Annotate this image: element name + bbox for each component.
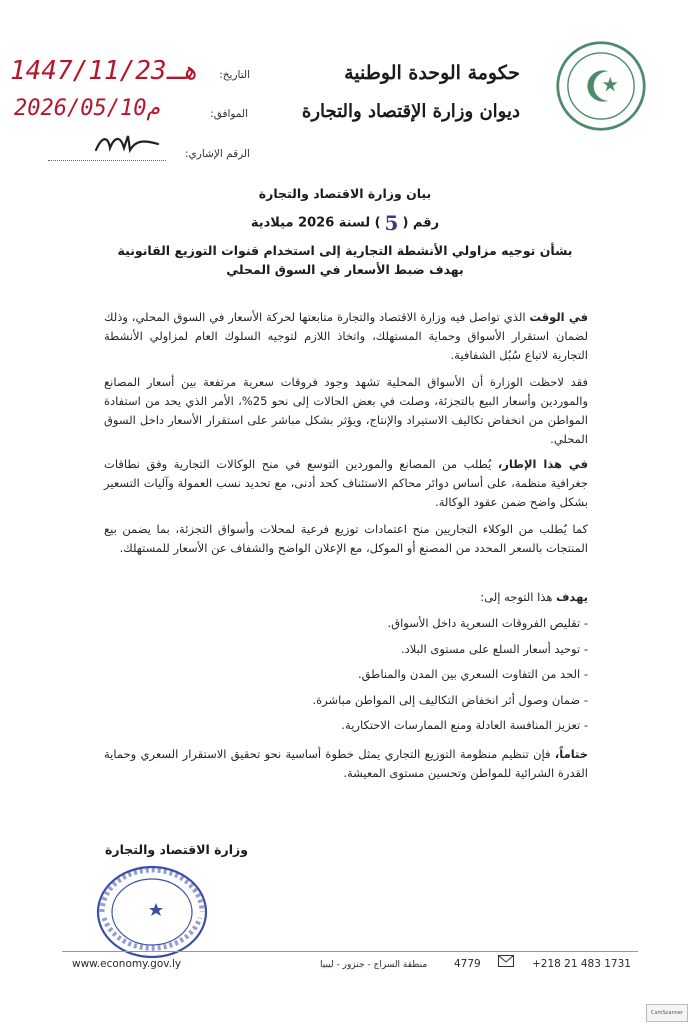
camscanner-watermark: CamScanner <box>646 1004 688 1022</box>
footer-website[interactable]: www.economy.gov.ly <box>72 958 182 970</box>
footer-phone: +218 21 483 1731 <box>532 958 631 970</box>
footer-po-box: 4779 <box>454 958 481 970</box>
reference-dotted-line <box>48 160 166 161</box>
reference-signature-scribble <box>92 130 162 156</box>
goal-item: - تعزيز المنافسة العادلة ومنع الممارسات الاحتكارية. <box>341 718 588 732</box>
official-stamp <box>92 862 212 962</box>
paragraph-3-lead: في هذا الإطار، <box>497 457 589 471</box>
gregorian-date-handwritten: 2026/05/10م <box>14 96 160 121</box>
corresponding-label: الموافق: <box>210 108 248 120</box>
statement-subject: بشأن توجيه مزاولي الأنشطة التجارية إلى استخدام قنوات التوزيع القانونية بهدف ضبط الأسعار في السوق المحلي <box>117 243 573 277</box>
paragraph-4: كما يُطلب من الوكلاء التجاريين منح اعتمادات توزيع فرعية لمحلات وأسواق التجزئة، بما يضمن بيع المنتجات بالسعر المحدد من المصنع أو الموكل، مع الإعلان الواضح والشفاف عن الأسعار للمستهلك. <box>104 522 588 555</box>
statement-number-suffix: ) لسنة 2026 ميلادية <box>250 215 381 231</box>
goals-lead: يهدف <box>556 590 588 604</box>
closing-lead: ختاماً، <box>554 747 588 761</box>
goals-intro-text: هذا التوجه إلى: <box>480 590 557 604</box>
date-label: التاريخ: <box>219 69 250 81</box>
goal-item: - ضمان وصول أثر انخفاض التكاليف إلى المواطن مباشرة. <box>312 692 588 707</box>
statement-title: بيان وزارة الاقتصاد والتجارة <box>258 186 432 201</box>
signature-ministry-name: وزارة الاقتصاد والتجارة <box>105 842 248 857</box>
goal-item: - توحيد أسعار السلع على مستوى البلاد. <box>400 641 588 656</box>
goals-intro <box>104 588 588 607</box>
paragraph-2: فقد لاحظت الوزارة أن الأسواق المحلية تشهد وجود فروقات سعرية مرتفعة بين أسعار المصانع والموردين وأسعار البيع بالتجزئة، وصلت في بعض الحالات إلى نحو 25%، الأمر الذي يحد من استفادة المواطن من انخفاض تكاليف الاستيراد والإنتاج، ويؤثر بشكل مباشر على استقرار الأسعار داخل السوق المحلي. <box>104 375 588 446</box>
paragraph-3-text: يُطلب من المصانع والموردين التوسع في منح الوكالات التجارية وفق نطاقات جغرافية منظمة، على أساس دوائر محاكم الاستئناف كحد أدنى، مع تحديد نسب العمولة وآليات التسعير بشكل واضح ضمن عقود الوكالة. <box>104 457 588 509</box>
paragraph-1 <box>104 308 588 365</box>
statement-number: 5 <box>384 211 399 235</box>
footer-divider <box>62 951 638 952</box>
closing-paragraph <box>104 745 588 783</box>
reference-label: الرقم الإشاري: <box>185 148 250 160</box>
paragraph-1-text: الذي تواصل فيه وزارة الاقتصاد والتجارة متابعتها لحركة الأسعار في السوق المحلي، وذلك لضمان استقرار الأسواق وحماية المستهلك، واتخاذ اللازم لتوجيه السلوك العام لمزاولي الأنشطة التجارية لاتباع سُبُل الشفافية. <box>104 310 588 362</box>
goals-list <box>104 611 588 739</box>
footer-address: منطقة السراج - جنزور - ليبيا <box>320 960 428 970</box>
statement-number-line <box>60 211 630 235</box>
ministry-seal-logo <box>555 40 647 132</box>
statement-number-prefix: رقم ( <box>402 215 440 231</box>
government-name: حكومة الوحدة الوطنية <box>344 62 520 84</box>
hijri-date-handwritten: 1447/11/23هـ <box>10 56 198 86</box>
ministry-name: ديوان وزارة الإقتصاد والتجارة <box>301 101 520 122</box>
closing-text: فإن تنظيم منظومة التوزيع التجاري يمثل خطوة أساسية نحو تحقيق الاستقرار السعري وحماية القدرة الشرائية للمواطن وتحسين مستوى المعيشة. <box>104 747 588 780</box>
mail-icon <box>498 955 514 967</box>
goal-item: - تقليص الفروقات السعرية داخل الأسواق. <box>387 616 588 630</box>
goal-item: - الحد من التفاوت السعري بين المدن والمناطق. <box>357 667 588 681</box>
paragraph-1-lead: في الوقت <box>529 310 588 324</box>
paragraph-3 <box>104 455 588 512</box>
